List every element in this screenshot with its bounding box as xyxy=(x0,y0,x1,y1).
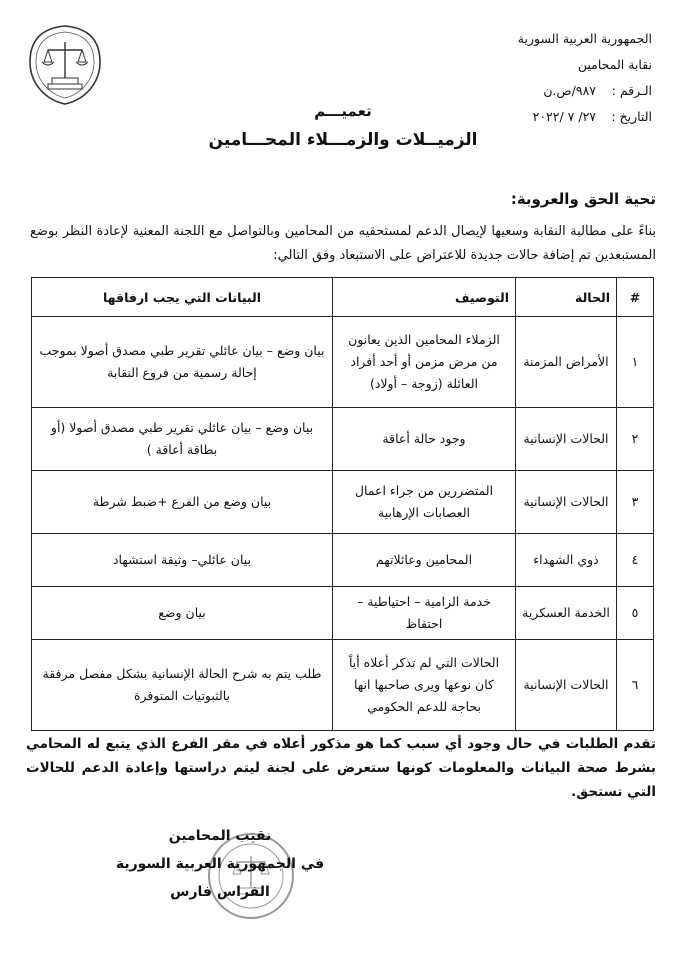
reference-label: الـرقم : xyxy=(611,83,652,98)
signature-name: الفراس فارس xyxy=(170,884,270,900)
table-row xyxy=(32,640,654,731)
row-case: الحالات الإنسانية xyxy=(516,408,617,471)
row-description: الحالات التي لم تذكر أعلاه أياً كان نوعها ويرى صاحبها انها بحاجة للدعم الحكومي xyxy=(333,640,516,731)
table-row xyxy=(32,317,654,408)
table-row xyxy=(32,471,654,534)
row-description: المحامين وعائلاتهم xyxy=(333,534,516,587)
reference-number: ٩٨٧/ص.ن xyxy=(543,83,597,98)
signature-country: في الجمهورية العربية السورية xyxy=(115,856,325,872)
row-num: ٤ xyxy=(617,534,654,587)
row-case: الحالات الإنسانية xyxy=(516,471,617,534)
row-num: ٥ xyxy=(617,587,654,640)
organization-name: نقابة المحامين xyxy=(577,57,652,72)
row-required-data: بيان وضع من الفرع +ضبط شرطة xyxy=(32,471,333,534)
bar-association-emblem-icon xyxy=(22,22,108,108)
row-num: ٣ xyxy=(617,471,654,534)
reference-line xyxy=(392,78,652,104)
row-case: ذوي الشهداء xyxy=(516,534,617,587)
date-value: ٢٧/ ٧ /٢٠٢٢ xyxy=(532,109,597,124)
circular-title: تعميـــم xyxy=(314,102,372,120)
row-num: ٦ xyxy=(617,640,654,731)
header-description: التوصيف xyxy=(333,278,516,317)
row-case: الخدمة العسكرية xyxy=(516,587,617,640)
row-description: وجود حالة أعاقة xyxy=(333,408,516,471)
row-description: المتضررين من جراء اعمال العصابات الإرهابية xyxy=(333,471,516,534)
row-required-data: بيان وضع – بيان عائلي تقرير طبي مصدق أصولا (أو بطاقة أعاقة ) xyxy=(32,408,333,471)
header-num: # xyxy=(617,278,654,317)
row-num: ١ xyxy=(617,317,654,408)
row-case: الحالات الإنسانية xyxy=(516,640,617,731)
closing-paragraph: تقدم الطلبات في حال وجود أي سبب كما هو مذكور أعلاه في مقر الفرع الذي يتبع له المحامي بشرط صحة البيانات والمعلومات كونها ستعرض على لجنة ليتم دراستها وإعادة الدعم للحالات التي تستحق. xyxy=(26,736,656,800)
row-num: ٢ xyxy=(617,408,654,471)
row-required-data: بيان عائلي– وثيقة استشهاد xyxy=(32,534,333,587)
date-label: التاريخ : xyxy=(611,109,652,124)
row-description: الزملاء المحامين الذين يعانون من مرض مزمن أو أحد أفراد العائلة (زوجة – أولاد) xyxy=(333,317,516,408)
signature-block xyxy=(80,822,360,906)
signature-title: نقيب المحامين xyxy=(168,828,272,844)
row-case: الأمراض المزمنة xyxy=(516,317,617,408)
table-row xyxy=(32,534,654,587)
greeting: تحية الحق والعروبة: xyxy=(510,190,656,208)
table-row xyxy=(32,587,654,640)
intro-paragraph: بناءً على مطالبة النقابة وسعيها لإيصال الدعم لمستحقيه من المحامين وبالتواصل مع اللجنة المعنية لإعادة النظر بوضع المستبعدين تم إضافة حالات جديدة للاعتراض على الاستبعاد وفق التالي: xyxy=(30,224,656,263)
country-name: الجمهورية العربية السورية xyxy=(517,31,652,46)
row-required-data: طلب يتم به شرح الحالة الإنسانية بشكل مفصل مرفقة بالثبوتيات المتوفرة xyxy=(32,640,333,731)
cases-table xyxy=(31,277,654,731)
header-case: الحالة xyxy=(516,278,617,317)
table-row xyxy=(32,408,654,471)
table-header-row xyxy=(32,278,654,317)
audience-title: الزميــلات والزمـــلاء المحـــامين xyxy=(208,130,478,150)
row-required-data: بيان وضع – بيان عائلي تقرير طبي مصدق أصولا بموجب إحالة رسمية من فروع النقابة xyxy=(32,317,333,408)
row-required-data: بيان وضع xyxy=(32,587,333,640)
header-required-data: البيانات التي يجب ارفاقها xyxy=(32,278,333,317)
row-description: خدمة الزامية – احتياطية – احتفاظ xyxy=(333,587,516,640)
